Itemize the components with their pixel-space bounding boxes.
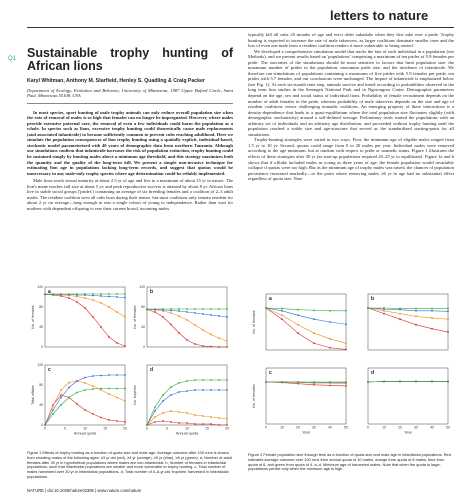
data-point-orange xyxy=(116,311,118,313)
data-point-orange xyxy=(170,312,172,314)
data-point-orange xyxy=(116,397,118,399)
x-tick-label: 0 xyxy=(265,425,267,430)
data-point-orange xyxy=(218,337,220,339)
data-point-green xyxy=(76,293,78,295)
series-line-green xyxy=(147,380,227,425)
x-axis-label: Annual quota xyxy=(73,431,97,436)
data-point-green xyxy=(415,381,417,383)
data-point-red xyxy=(226,424,228,426)
data-point-blue xyxy=(60,397,62,399)
panel-letter: b xyxy=(150,289,154,295)
data-point-green xyxy=(52,413,54,415)
x-tick-label: 20 xyxy=(123,426,127,431)
data-point-red xyxy=(116,420,118,422)
x-tick-label: 20 xyxy=(225,426,229,431)
y-axis-label: No. of females xyxy=(252,310,256,334)
data-point-green xyxy=(345,381,347,383)
article-abstract: In most species, sport hunting of male trophy animals can only reduce overall population size when the rate of removal of males is so high that females can no longer be impregnated. However, where males provide extensive paternal care, the removal of even a few individuals could harm the population as a whole. In species such as lions, excessive trophy hunting could theoretically cause male replacements (and associated infanticide) to become sufficiently common to prevent cubs reaching adulthood. Here we simulate the population consequences of lion trophy hunting using a spatially explicit, individual-based, stochastic model parameterized with 40 years of demographic data from northern Tanzania. Although our simulations confirm that infanticide increases the risk of population extinction, trophy hunting could be sustained simply by hunting males above a minimum age threshold, and this strategy maximizes both the quantity and the quality of the long-term kill. We present a simple non-invasive technique for estimating lion age in populations lacking long-term records, and suggest that quotas would be unnecessary in any male-only trophy species where age determination could be reliably implemented. xyxy=(27,109,233,176)
data-point-orange xyxy=(202,329,204,331)
y-tick-label: 0 xyxy=(143,345,145,350)
x-tick-label: 15 xyxy=(103,426,107,431)
x-tick-label: 40 xyxy=(430,425,434,430)
panel-a xyxy=(31,285,126,349)
data-point-green xyxy=(84,389,86,391)
data-point-green xyxy=(194,379,196,381)
data-point-orange xyxy=(108,393,110,395)
panel-letter: d xyxy=(371,370,375,376)
data-point-green xyxy=(210,379,212,381)
data-point-green xyxy=(52,293,54,295)
data-point-orange xyxy=(170,410,172,412)
data-point-green xyxy=(313,381,315,383)
data-point-red xyxy=(431,328,433,330)
data-point-green xyxy=(447,381,449,383)
data-point-green xyxy=(186,380,188,382)
data-point-orange xyxy=(92,299,94,301)
data-point-green xyxy=(297,381,299,383)
data-point-red xyxy=(100,417,102,419)
x-tick-label: 50 xyxy=(446,425,450,430)
data-point-orange xyxy=(162,412,164,414)
series-line-green xyxy=(368,381,448,382)
data-point-blue xyxy=(218,389,220,391)
data-point-blue xyxy=(186,390,188,392)
data-point-orange xyxy=(383,310,385,312)
data-point-green xyxy=(162,394,164,396)
series-line-green xyxy=(45,389,125,426)
data-point-red xyxy=(383,313,385,315)
data-point-red xyxy=(178,422,180,424)
data-point-green xyxy=(92,388,94,390)
data-point-green xyxy=(100,388,102,390)
data-point-green xyxy=(265,307,267,309)
x-tick-label: 15 xyxy=(205,426,209,431)
data-point-green xyxy=(329,310,331,312)
y-axis-label: No. of females xyxy=(31,305,35,329)
data-point-blue xyxy=(124,374,126,376)
y-tick-label: 40 xyxy=(141,325,145,330)
data-point-green xyxy=(383,307,385,309)
panel-letter: c xyxy=(48,367,51,373)
data-point-red xyxy=(84,307,86,309)
data-point-red xyxy=(124,345,126,347)
data-point-red xyxy=(100,326,102,328)
x-tick-label: 10 xyxy=(83,426,87,431)
data-point-blue xyxy=(116,296,118,298)
data-point-orange xyxy=(210,416,212,418)
data-point-green xyxy=(383,381,385,383)
data-point-red xyxy=(281,318,283,320)
data-point-orange xyxy=(210,334,212,336)
data-point-blue xyxy=(100,375,102,377)
data-point-red xyxy=(345,385,347,387)
data-point-green xyxy=(345,310,347,312)
x-tick-label: 0 xyxy=(44,426,46,431)
x-tick-label: 30 xyxy=(414,425,418,430)
data-point-blue xyxy=(108,296,110,298)
x-tick-label: 0 xyxy=(367,425,369,430)
panel-b xyxy=(133,285,228,349)
data-point-blue xyxy=(92,375,94,377)
data-point-orange xyxy=(178,315,180,317)
data-point-green xyxy=(146,308,148,310)
y-tick-label: 80 xyxy=(141,305,145,310)
series-line-blue xyxy=(147,390,227,425)
data-point-blue xyxy=(313,318,315,320)
data-point-blue xyxy=(154,410,156,412)
data-point-blue xyxy=(345,323,347,325)
series-line-orange xyxy=(368,308,448,319)
y-axis-label: No. of females xyxy=(133,305,137,329)
data-point-green xyxy=(178,308,180,310)
data-point-green xyxy=(116,293,118,295)
data-point-blue xyxy=(124,297,126,299)
data-point-red xyxy=(68,297,70,299)
x-axis-label: Year xyxy=(404,430,412,435)
data-point-orange xyxy=(226,418,228,420)
data-point-red xyxy=(210,346,212,348)
plot-frame xyxy=(147,287,227,347)
data-point-blue xyxy=(415,310,417,312)
left-column xyxy=(27,32,233,211)
panel-fig2-c xyxy=(252,368,348,435)
data-point-red xyxy=(92,316,94,318)
data-point-green xyxy=(313,309,315,311)
plot-frame xyxy=(266,294,346,350)
article-title: Sustainable trophy hunting of African lions xyxy=(27,46,233,73)
data-point-red xyxy=(399,318,401,320)
data-point-red xyxy=(76,301,78,303)
data-point-red xyxy=(329,347,331,349)
data-point-red xyxy=(170,324,172,326)
data-point-orange xyxy=(52,405,54,407)
data-point-red xyxy=(124,421,126,423)
data-point-orange xyxy=(281,314,283,316)
series-line-orange xyxy=(45,381,125,425)
data-point-red xyxy=(108,419,110,421)
data-point-blue xyxy=(218,315,220,317)
body-paragraph: Male lions reach sexual maturity at about 2.5 yr of age and live to a maximum of about 15 yr in nature. The lion's mane reaches full size at about 5 yr, and peak reproductive success is attained by about 8 yr. African lions live in stable social groups ('prides') containing an average of six breeding females and a coalition of 2–3 adult males. The resident coalition sires all cubs born during their tenure, but most coalitions only remain resident for about 2 yr on average—long enough to rear a single cohort of young to independence. Rather than wait for mothers with dependent offspring to rear their current brood, incoming males xyxy=(27,178,233,211)
data-point-orange xyxy=(313,332,315,334)
data-point-green xyxy=(431,308,433,310)
data-point-blue xyxy=(52,409,54,411)
data-point-red xyxy=(170,421,172,423)
y-tick-label: 80 xyxy=(39,383,43,388)
data-point-green xyxy=(329,381,331,383)
data-point-red xyxy=(226,346,228,348)
panel-letter: a xyxy=(269,296,272,302)
data-point-red xyxy=(108,336,110,338)
data-point-blue xyxy=(100,295,102,297)
data-point-red xyxy=(194,423,196,425)
article-affiliation: Department of Ecology, Evolution and Behavior, University of Minnesota, 1987 Upper Buford Circle, Saint Paul, Minnesota 55108, USA xyxy=(27,88,233,104)
data-point-green xyxy=(415,308,417,310)
data-point-green xyxy=(265,381,267,383)
x-tick-label: 40 xyxy=(328,425,332,430)
data-point-blue xyxy=(162,400,164,402)
panel-letter: c xyxy=(269,370,272,376)
series-line-red xyxy=(147,310,227,348)
data-point-blue xyxy=(226,316,228,318)
figure-2 xyxy=(248,290,454,444)
body-paragraph: Trophy-hunting strategies were varied in two ways. First, the minimum age of eligible males ranged from 1.5 yr to 10 yr. Second, quotas could range from 0 to 20 males per year. Individual males were removed according to the age minimum, but at random with respect to pride or nomadic status. Figure 1 illustrates the effects of these strategies after 30 yr (as start-up populations required 20–25 yr to equilibrate). Figure 1a and b shows that if offtake included males as young as three years of age, the female population would invariably collapse if quotas were too high. But as the minimum age of trophy males was raised, the chances of population persistence increased markedly—to the point where removing males ≥6 yr in age had no substantial effect regardless of quota size. Note xyxy=(248,137,454,182)
data-point-blue xyxy=(281,310,283,312)
data-point-blue xyxy=(194,312,196,314)
data-point-green xyxy=(447,308,449,310)
data-point-green xyxy=(146,424,148,426)
article-authors: Karyl Whitman, Anthony M. Starfield, Henley S. Quadling & Craig Packer xyxy=(27,78,205,84)
data-point-blue xyxy=(226,389,228,391)
data-point-red xyxy=(162,420,164,422)
data-point-red xyxy=(116,342,118,344)
x-tick-label: 50 xyxy=(344,425,348,430)
data-point-green xyxy=(154,406,156,408)
data-point-orange xyxy=(178,411,180,413)
data-point-red xyxy=(60,394,62,396)
data-point-red xyxy=(162,316,164,318)
x-axis-label: Year xyxy=(302,430,310,435)
data-point-green xyxy=(76,392,78,394)
data-point-red xyxy=(186,422,188,424)
data-point-red xyxy=(218,424,220,426)
data-point-red xyxy=(154,311,156,313)
data-point-green xyxy=(68,397,70,399)
data-point-red xyxy=(218,346,220,348)
data-point-red xyxy=(84,409,86,411)
plot-frame xyxy=(45,365,125,425)
data-point-orange xyxy=(431,317,433,319)
data-point-red xyxy=(92,413,94,415)
y-tick-label: 0 xyxy=(41,345,43,350)
data-point-red xyxy=(210,423,212,425)
data-point-red xyxy=(415,324,417,326)
data-point-orange xyxy=(194,414,196,416)
panel-c xyxy=(31,363,127,435)
data-point-green xyxy=(281,308,283,310)
data-point-red xyxy=(313,342,315,344)
data-point-blue xyxy=(210,389,212,391)
y-axis-label: Total offtake xyxy=(31,385,35,405)
y-tick-label: 120 xyxy=(37,285,43,290)
data-point-green xyxy=(162,308,164,310)
data-point-orange xyxy=(60,389,62,391)
data-point-orange xyxy=(124,400,126,402)
data-point-green xyxy=(108,388,110,390)
data-point-green xyxy=(367,307,369,309)
data-point-red xyxy=(313,384,315,386)
data-point-red xyxy=(297,332,299,334)
data-point-green xyxy=(210,308,212,310)
x-tick-label: 20 xyxy=(398,425,402,430)
data-point-blue xyxy=(202,313,204,315)
data-point-green xyxy=(170,386,172,388)
data-point-red xyxy=(345,349,347,351)
plot-frame xyxy=(266,368,346,424)
plot-frame xyxy=(147,365,227,425)
y-tick-label: 0 xyxy=(41,423,43,428)
data-point-green xyxy=(202,379,204,381)
data-point-green xyxy=(60,404,62,406)
data-point-green xyxy=(116,388,118,390)
data-point-blue xyxy=(447,310,449,312)
data-point-blue xyxy=(116,374,118,376)
data-point-blue xyxy=(431,310,433,312)
panel-d xyxy=(133,365,229,436)
data-point-green xyxy=(226,308,228,310)
data-point-green xyxy=(399,381,401,383)
data-point-blue xyxy=(68,387,70,389)
panel-fig2-a xyxy=(252,294,347,350)
y-tick-label: 40 xyxy=(39,325,43,330)
data-point-green xyxy=(367,381,369,383)
x-tick-label: 10 xyxy=(185,426,189,431)
series-line-red xyxy=(45,295,125,347)
data-point-red xyxy=(186,339,188,341)
figure-1 xyxy=(27,283,233,443)
data-point-orange xyxy=(329,338,331,340)
data-point-orange xyxy=(186,319,188,321)
plot-frame xyxy=(368,368,448,424)
y-axis-label: No. of females xyxy=(252,384,256,408)
data-point-red xyxy=(202,423,204,425)
y-tick-label: 80 xyxy=(39,305,43,310)
data-point-red xyxy=(447,331,449,333)
figure-2-caption: Figure 2 Female population size through time as a function of quota size and male age in infanticidal populations. Red indicates average outcome over 100 runs from annual quota of 10 males, orange from quota of 8 males, blue from quota of 6, and green from quota of 4. a–d, Minimum age of harvested males. Note that when the quota is large, populations persist only when the minimum age is high. xyxy=(248,452,451,472)
x-tick-label: 20 xyxy=(296,425,300,430)
data-point-green xyxy=(60,293,62,295)
data-point-red xyxy=(154,421,156,423)
data-point-orange xyxy=(415,316,417,318)
data-point-blue xyxy=(297,314,299,316)
data-point-red xyxy=(329,384,331,386)
series-line-red xyxy=(368,308,448,332)
data-point-orange xyxy=(154,416,156,418)
data-point-green xyxy=(281,381,283,383)
data-point-blue xyxy=(210,314,212,316)
data-point-orange xyxy=(297,324,299,326)
data-point-blue xyxy=(186,311,188,313)
x-tick-label: 0 xyxy=(146,426,148,431)
data-point-orange xyxy=(124,316,126,318)
data-point-red xyxy=(194,343,196,345)
y-tick-label: 120 xyxy=(37,363,43,368)
data-point-orange xyxy=(68,382,70,384)
data-point-blue xyxy=(178,391,180,393)
data-point-blue xyxy=(329,321,331,323)
x-tick-label: 30 xyxy=(312,425,316,430)
data-point-green xyxy=(431,381,433,383)
data-point-orange xyxy=(92,385,94,387)
data-point-green xyxy=(194,308,196,310)
panel-fig2-d xyxy=(367,368,450,435)
x-tick-label: 10 xyxy=(382,425,386,430)
x-axis-label: Annual quota xyxy=(175,431,199,436)
data-point-blue xyxy=(170,394,172,396)
figure-1-caption: Figure 1 Effects of trophy hunting as a function of quota size and male age. Average outcome after 100 runs is shown from shooting males of the following ages: ≥3 yr old (red), ≥4 yr (orange), ≥5 yr (blue), ≥6 yr (green). a, Number of adult females after 30 yr in hypothetical populations where males are non-infanticidal. b, Number of females in infanticidal populations, such that infanticidal populations are smaller and more vulnerable to trophy hunting. c, Total number of males harvested over 30 yr in infanticidal populations. d, Total number of 5–6-yr-old 'trophies' harvested in infanticidal populations. xyxy=(27,450,232,479)
data-point-green xyxy=(297,309,299,311)
data-point-orange xyxy=(399,313,401,315)
data-point-green xyxy=(202,308,204,310)
series-line-green xyxy=(368,308,448,309)
x-tick-label: 10 xyxy=(280,425,284,430)
data-point-red xyxy=(178,332,180,334)
margin-note: Q1 xyxy=(8,56,17,62)
page-footer: NATURE | doi:10.1038/nature02395 | www.nature.com/nature xyxy=(27,488,142,493)
data-point-green xyxy=(178,382,180,384)
data-point-orange xyxy=(100,302,102,304)
data-point-blue xyxy=(202,389,204,391)
data-point-green xyxy=(218,379,220,381)
section-header: letters to nature xyxy=(330,8,429,23)
right-column xyxy=(248,32,454,182)
data-point-green xyxy=(84,293,86,295)
data-point-orange xyxy=(218,417,220,419)
body-paragraph: typically kill all cubs ≤9 months of age and evict older subadults when they first take over a pride. Trophy hunting is expected to increase the rate of male takeovers, as larger coalitions dominate smaller ones and the loss of even one male from a resident coalition renders it more vulnerable to being ousted. xyxy=(248,32,454,49)
y-axis-label: No. trophies xyxy=(133,385,137,405)
data-point-orange xyxy=(345,342,347,344)
panel-fig2-b xyxy=(367,294,449,350)
data-point-orange xyxy=(108,306,110,308)
y-tick-label: 40 xyxy=(39,403,43,408)
panel-letter: a xyxy=(48,289,51,295)
data-point-green xyxy=(124,388,126,390)
data-point-green xyxy=(154,308,156,310)
data-point-orange xyxy=(447,318,449,320)
data-point-green xyxy=(399,308,401,310)
data-point-green xyxy=(226,379,228,381)
plot-frame xyxy=(45,287,125,347)
data-point-green xyxy=(108,293,110,295)
data-point-orange xyxy=(194,324,196,326)
data-point-orange xyxy=(84,297,86,299)
y-tick-label: 120 xyxy=(139,285,145,290)
data-point-red xyxy=(76,403,78,405)
data-point-red xyxy=(202,345,204,347)
data-point-green xyxy=(186,308,188,310)
data-point-green xyxy=(218,308,220,310)
panel-letter: d xyxy=(150,367,154,373)
data-point-green xyxy=(44,424,46,426)
x-tick-label: 5 xyxy=(166,426,168,431)
data-point-green xyxy=(92,293,94,295)
data-point-blue xyxy=(194,389,196,391)
data-point-orange xyxy=(226,340,228,342)
data-point-orange xyxy=(84,382,86,384)
body-paragraph: We developed a comprehensive simulation model that tracks the fate of each individual in a population (see Methods), and we present results based on 'populations' comprising a maximum of ten prides of 5.9 females per pride. The outcomes of the simulations should be most sensitive to factors that limit population size: the maximum number of prides in the population, maximum pride size, and the incidence of infanticide. We therefore ran simulations of populations containing a maximum of five prides with 5.9 females per pride, ten prides with 5.7 females, and our conclusions were unchanged. The impact of infanticide is emphasized below (see Fig. 1). At each six-month time step, animals survive and breed according to probabilities observed in the long term lion studies in the Serengeti National Park and in Ngorongoro Crater. Demographic parameters depend on the age, sex and social status of individual lions. Probability of female recruitment depends on the number of adult females in the pride, whereas probability of male takeovers depends on the size and age of resident coalitions versus challenging nomadic coalitions. An emerging property of these interactions is a density-dependence that leads to a quasi-equilibrium where the total population size fluctuates slightly (with demographic stochasticity) around a self-defined average. Preliminary trials started the populations with an arbitrary set of individuals and an arbitrary age distribution, and proceeded without trophy hunting until the population reached a stable size and age-structure that served as the standardized starting-point for all simulations. xyxy=(248,48,454,137)
header-rule xyxy=(27,27,454,28)
data-point-green xyxy=(170,308,172,310)
data-point-blue xyxy=(108,374,110,376)
data-point-green xyxy=(100,293,102,295)
data-point-blue xyxy=(178,310,180,312)
data-point-blue xyxy=(76,380,78,382)
x-tick-label: 5 xyxy=(64,426,66,431)
panel-letter: b xyxy=(371,296,375,302)
data-point-orange xyxy=(202,415,204,417)
data-point-orange xyxy=(186,412,188,414)
data-point-green xyxy=(44,293,46,295)
data-point-blue xyxy=(84,377,86,379)
data-point-green xyxy=(68,293,70,295)
data-point-green xyxy=(124,293,126,295)
